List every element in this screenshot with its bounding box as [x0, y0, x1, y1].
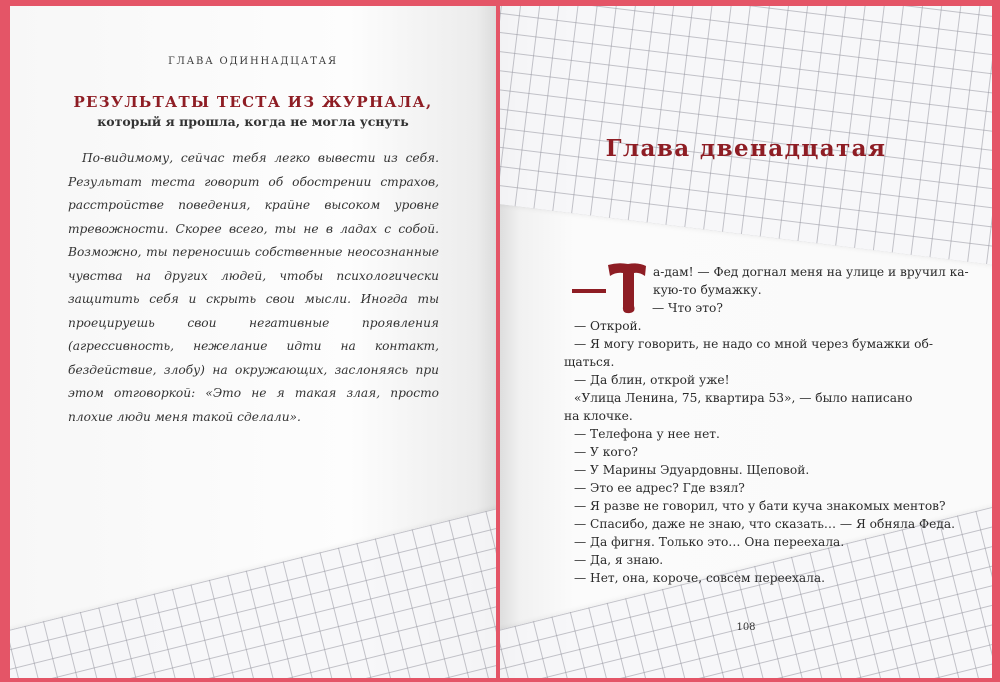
text-line: щаться. [564, 355, 615, 369]
left-page [10, 6, 496, 678]
text-line: — Да фигня. Только это… Она переехала. [574, 535, 845, 549]
text-line: — Нет, она, короче, совсем переехала. [574, 571, 825, 585]
drop-cap [606, 262, 648, 314]
test-result-text: По-видимому, сейчас тебя легко вывести из себя. Результат теста говорит об обострении страхов, расстройстве поведения, крайне высоком уровне тревожности. Скорее всего, ты не в ладах с собой. Возможно, ты переносишь собственные неосознанные чувства на других людей, чтобы психологически защитить себя и скрыть свои мысли. Иногда ты проецируешь свои негативные проявления (агрессивность, нежелание идти на контакт, бездействие, злобу) на окружающих, заслоняясь при этом отговоркой: «Это не я такая злая, просто плохие люди меня такой сделали». [68, 151, 439, 424]
text-line: на клочке. [564, 409, 633, 423]
text-line: а-дам! — Фед догнал меня на улице и вручил ка- [653, 265, 969, 279]
section-subtitle: который я прошла, когда не могла уснуть [97, 114, 409, 129]
page-number: 108 [736, 622, 756, 633]
text-line: — Что это? [652, 301, 723, 315]
drop-cap-dash [572, 289, 606, 293]
section-title: РЕЗУЛЬТАТЫ ТЕСТА ИЗ ЖУРНАЛА, [73, 93, 433, 111]
chapter-title: Глава двенадцатая [605, 135, 887, 162]
text-line: — У Марины Эдуардовны. Щеповой. [574, 463, 810, 477]
text-line: «Улица Ленина, 75, квартира 53», — было написано [574, 391, 913, 405]
text-line: — Да, я знаю. [574, 553, 664, 567]
text-line: — У кого? [574, 445, 638, 459]
running-head: ГЛАВА ОДИННАДЦАТАЯ [168, 56, 338, 67]
grid-paper-decoration [10, 485, 496, 678]
text-line: — Открой. [574, 319, 642, 333]
right-page [500, 6, 992, 678]
text-line: кую-то бумажку. [653, 283, 762, 297]
text-line: — Это ее адрес? Где взял? [574, 481, 745, 495]
text-line: — Спасибо, даже не знаю, что сказать… — Я обняла Феда. [574, 517, 956, 531]
text-line: — Я могу говорить, не надо со мной через бумажки об- [574, 337, 933, 351]
text-line: — Телефона у нее нет. [574, 427, 720, 441]
text-line: — Я разве не говорил, что у бати куча знакомых ментов? [574, 499, 946, 513]
text-line: — Да блин, открой уже! [574, 373, 730, 387]
